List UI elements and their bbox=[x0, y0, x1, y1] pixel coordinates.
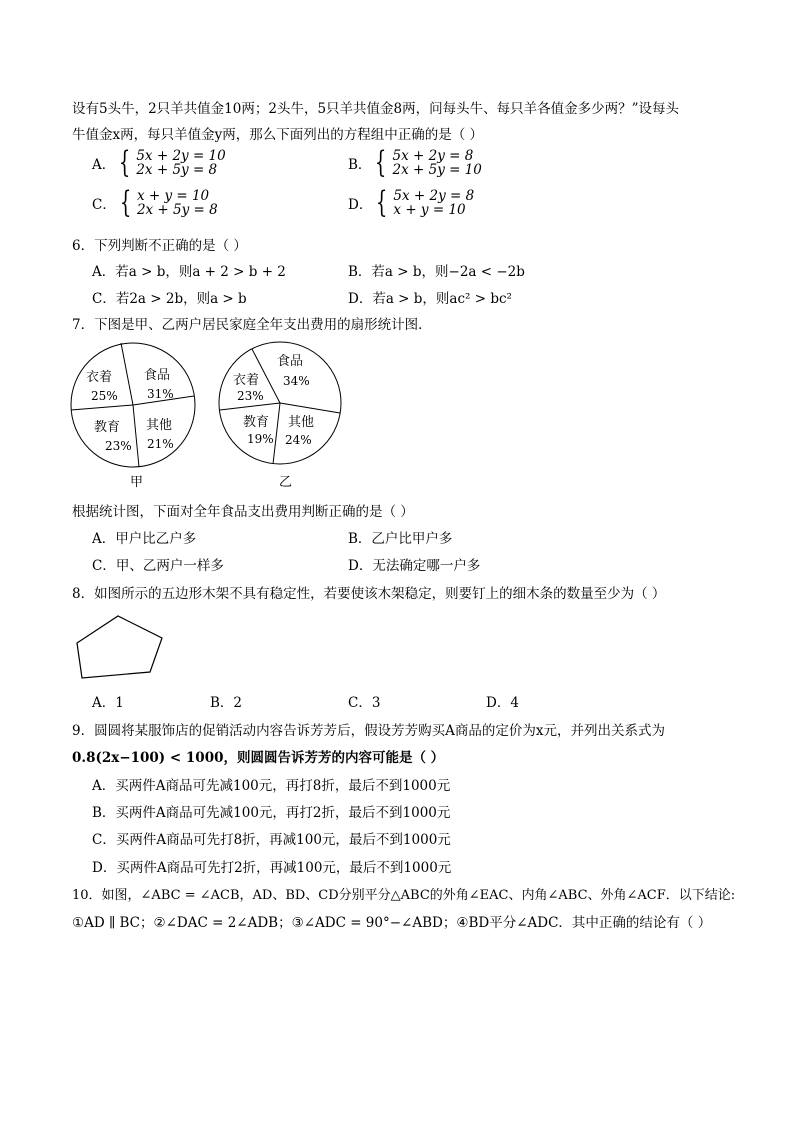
equation: 2x + 5y = 8 bbox=[136, 162, 218, 178]
equation: 2x + 5y = 10 bbox=[392, 162, 482, 178]
q7-option-d[interactable]: D．无法确定哪一户多 bbox=[348, 558, 481, 574]
option-label: B． bbox=[348, 157, 372, 173]
slice-pct-other: 24% bbox=[285, 433, 312, 447]
q7-option-a[interactable]: A．甲户比乙户多 bbox=[92, 531, 197, 547]
q7-question: 根据统计图，下面对全年食品支出费用判断正确的是（ ） bbox=[72, 504, 414, 520]
q5-stem-line1: 设有5头牛，2只羊共值金10两；2头牛，5只羊共值金8两，问每头牛、每只羊各值金多少两？”设每头 bbox=[72, 101, 680, 117]
q9-option-d[interactable]: D．买两件A商品可先打2折，再减100元，最后不到1000元 bbox=[92, 860, 452, 876]
pie-chart-jia bbox=[66, 338, 206, 493]
slice-label-other: 其他 bbox=[288, 415, 315, 430]
q6-option-a[interactable]: A．若a > b，则a + 2 > b + 2 bbox=[92, 264, 286, 280]
equation: x + y = 10 bbox=[136, 188, 210, 204]
q5-option-a[interactable] bbox=[92, 145, 226, 180]
slice-pct-food: 31% bbox=[147, 387, 174, 401]
q10-stem-line1: 10．如图，∠ABC = ∠ACB，AD、BD、CD分别平分△ABC的外角∠EAC、内角∠ABC、外角∠ACF．以下结论: bbox=[72, 888, 736, 903]
equation: 5x + 2y = 10 bbox=[136, 148, 226, 164]
q8-option-c[interactable]: C．3 bbox=[348, 695, 381, 711]
q5-option-d[interactable] bbox=[348, 185, 475, 220]
slice-pct-other: 21% bbox=[147, 437, 174, 451]
q9-stem-line2: 0.8(2x−100) < 1000，则圆圆告诉芳芳的内容可能是（ ） bbox=[72, 750, 445, 766]
equation: 2x + 5y = 8 bbox=[136, 202, 218, 218]
slice-pct-education: 19% bbox=[247, 432, 274, 446]
q9-option-b[interactable]: B．买两件A商品可先减100元，再打2折，最后不到1000元 bbox=[92, 805, 451, 821]
q7-option-c[interactable]: C．甲、乙两户一样多 bbox=[92, 558, 224, 574]
q10-stem-line2: ①AD ∥ BC；②∠DAC = 2∠ADB；③∠ADC = 90°−∠ABD；④BD平分∠ADC．其中正确的结论有（ ） bbox=[72, 915, 712, 931]
q6-option-d[interactable]: D．若a > b，则ac² > bc² bbox=[348, 291, 512, 307]
option-label: C． bbox=[92, 197, 116, 213]
pie-divider bbox=[121, 343, 133, 405]
brace-icon: { bbox=[376, 185, 388, 220]
q6-stem: 6．下列判断不正确的是（ ） bbox=[72, 238, 247, 254]
pie-chart-yi bbox=[215, 338, 355, 493]
pie-divider bbox=[280, 403, 340, 413]
slice-pct-education: 23% bbox=[105, 439, 132, 453]
slice-label-clothing: 衣着 bbox=[233, 373, 260, 388]
pie-divider bbox=[133, 405, 139, 467]
slice-label-food: 食品 bbox=[144, 368, 171, 383]
q8-option-d[interactable]: D．4 bbox=[486, 695, 519, 711]
equation: x + y = 10 bbox=[393, 202, 466, 218]
slice-label-education: 教育 bbox=[243, 415, 270, 430]
slice-label-clothing: 衣着 bbox=[86, 370, 113, 385]
q5-option-c[interactable] bbox=[92, 185, 218, 220]
equation: 5x + 2y = 8 bbox=[392, 148, 474, 164]
chart-caption: 乙 bbox=[279, 475, 293, 490]
pentagon-shape bbox=[77, 616, 162, 678]
q5-stem-line2: 牛值金x两，每只羊值金y两，那么下面列出的方程组中正确的是（ ） bbox=[72, 127, 484, 143]
option-label: A． bbox=[92, 157, 116, 173]
brace-icon: { bbox=[119, 145, 131, 180]
pentagon-figure bbox=[70, 608, 170, 683]
slice-label-education: 教育 bbox=[94, 420, 121, 435]
slice-label-food: 食品 bbox=[277, 354, 304, 369]
equation: 5x + 2y = 8 bbox=[393, 188, 475, 204]
option-label: D． bbox=[348, 197, 373, 213]
slice-pct-clothing: 25% bbox=[91, 389, 118, 403]
pie-divider bbox=[273, 403, 280, 464]
q8-option-b[interactable]: B．2 bbox=[210, 695, 243, 711]
q5-option-b[interactable] bbox=[348, 145, 482, 180]
q8-option-a[interactable]: A．1 bbox=[92, 695, 124, 711]
q6-option-c[interactable]: C．若2a > 2b，则a > b bbox=[92, 291, 247, 307]
chart-caption: 甲 bbox=[130, 475, 144, 490]
brace-icon: { bbox=[375, 145, 387, 180]
q7-option-b[interactable]: B．乙户比甲户多 bbox=[348, 531, 453, 547]
pie-divider bbox=[71, 405, 133, 410]
q9-option-c[interactable]: C．买两件A商品可先打8折，再减100元，最后不到1000元 bbox=[92, 832, 451, 848]
q9-stem-line1: 9．圆圆将某服饰店的促销活动内容告诉芳芳后，假设芳芳购买A商品的定价为x元，并列出关系式为 bbox=[72, 723, 665, 739]
slice-pct-food: 34% bbox=[283, 374, 310, 388]
q6-option-b[interactable]: B．若a > b，则−2a < −2b bbox=[348, 264, 525, 280]
slice-label-other: 其他 bbox=[146, 418, 173, 433]
q7-stem: 7．下图是甲、乙两户居民家庭全年支出费用的扇形统计图． bbox=[72, 317, 432, 333]
q8-stem: 8．如图所示的五边形木架不具有稳定性，若要使该木架稳定，则要钉上的细木条的数量至少为（ ） bbox=[72, 586, 666, 602]
slice-pct-clothing: 23% bbox=[237, 389, 264, 403]
pie-divider bbox=[220, 403, 280, 410]
brace-icon: { bbox=[119, 185, 132, 220]
q9-option-a[interactable]: A．买两件A商品可先减100元，再打8折，最后不到1000元 bbox=[92, 778, 451, 794]
